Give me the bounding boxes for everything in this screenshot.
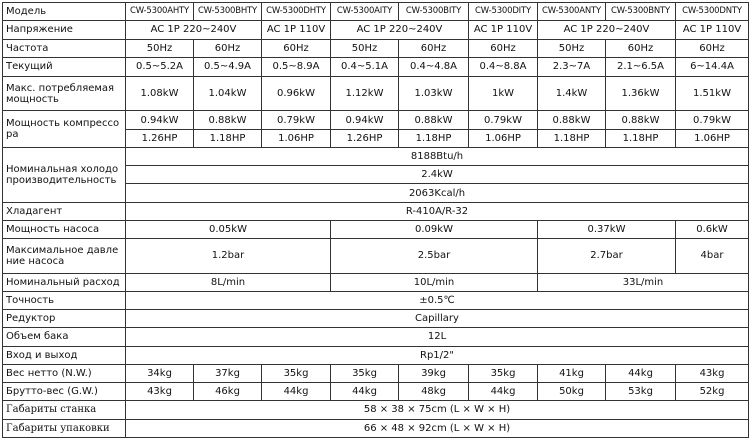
label-precision: Точность	[3, 291, 126, 309]
net-weight-cell: 35kg	[331, 364, 399, 382]
compressor-hp-cell: 1.26HP	[126, 129, 194, 147]
max-power-cell: 1kW	[469, 77, 538, 111]
max-power-cell: 1.12kW	[331, 77, 399, 111]
gross-weight-cell: 44kg	[331, 383, 399, 401]
row-machine-dims	[3, 401, 749, 419]
label-max-power: Макс. потребляемая мощность	[3, 77, 126, 111]
label-current: Текущий	[3, 57, 126, 76]
label-package-dims: Габариты упаковки	[3, 419, 126, 437]
max-power-cell: 1.03kW	[399, 77, 469, 111]
pump-pressure-cell: 2.5bar	[331, 239, 538, 273]
row-pump-pressure	[3, 239, 749, 273]
voltage-cell: AC 1P 220~240V	[331, 21, 469, 39]
net-weight-cell: 41kg	[538, 364, 606, 382]
compressor-hp-cell: 1.18HP	[606, 129, 676, 147]
max-power-cell: 0.96kW	[262, 77, 331, 111]
compressor-hp-cell: 1.06HP	[676, 129, 749, 147]
flow-cell: 8L/min	[126, 273, 331, 291]
row-precision	[3, 291, 749, 309]
flow-cell: 33L/min	[538, 273, 749, 291]
current-cell: 0.5~5.2A	[126, 57, 194, 76]
voltage-cell: AC 1P 110V	[469, 21, 538, 39]
compressor-kw-cell: 0.94kW	[126, 111, 194, 129]
max-power-cell: 1.36kW	[606, 77, 676, 111]
row-pump-power	[3, 220, 749, 238]
frequency-cell: 60Hz	[399, 39, 469, 57]
label-refrigerant: Хладагент	[3, 202, 126, 220]
gross-weight-cell: 52kg	[676, 383, 749, 401]
gross-weight-cell: 43kg	[126, 383, 194, 401]
row-frequency	[3, 39, 749, 57]
net-weight-cell: 43kg	[676, 364, 749, 382]
voltage-cell: AC 1P 110V	[676, 21, 749, 39]
max-power-cell: 1.51kW	[676, 77, 749, 111]
label-model: Модель	[3, 3, 126, 21]
frequency-cell: 60Hz	[676, 39, 749, 57]
compressor-kw-cell: 0.88kW	[194, 111, 262, 129]
machine-dims-cell: 58 × 38 × 75cm (L × W × H)	[126, 401, 749, 419]
current-cell: 0.4~5.1A	[331, 57, 399, 76]
compressor-kw-cell: 0.88kW	[399, 111, 469, 129]
reducer-cell: Capillary	[126, 310, 749, 328]
model-cell: CW-5300BITY	[399, 3, 469, 21]
row-inlet-outlet	[3, 346, 749, 364]
spec-table	[2, 2, 749, 438]
compressor-hp-cell: 1.06HP	[469, 129, 538, 147]
gross-weight-cell: 50kg	[538, 383, 606, 401]
gross-weight-cell: 48kg	[399, 383, 469, 401]
voltage-cell: AC 1P 220~240V	[538, 21, 676, 39]
compressor-hp-cell: 1.18HP	[538, 129, 606, 147]
label-frequency: Частота	[3, 39, 126, 57]
compressor-hp-cell: 1.18HP	[399, 129, 469, 147]
net-weight-cell: 35kg	[469, 364, 538, 382]
label-tank-volume: Объем бака	[3, 328, 126, 346]
current-cell: 6~14.4A	[676, 57, 749, 76]
label-cooling-capacity: Номинальная холодопроизводительность	[3, 147, 126, 202]
max-power-cell: 1.08kW	[126, 77, 194, 111]
compressor-kw-cell: 0.79kW	[469, 111, 538, 129]
model-cell: CW-5300AITY	[331, 3, 399, 21]
row-rated-flow	[3, 273, 749, 291]
label-reducer: Редуктор	[3, 310, 126, 328]
current-cell: 0.4~4.8A	[399, 57, 469, 76]
gross-weight-cell: 53kg	[606, 383, 676, 401]
frequency-cell: 50Hz	[331, 39, 399, 57]
inlet-cell: Rp1/2"	[126, 346, 749, 364]
max-power-cell: 1.04kW	[194, 77, 262, 111]
frequency-cell: 50Hz	[538, 39, 606, 57]
frequency-cell: 60Hz	[606, 39, 676, 57]
label-max-pump-pressure: Максимальное давление насоса	[3, 239, 126, 273]
pump-pressure-cell: 1.2bar	[126, 239, 331, 273]
compressor-kw-cell: 0.88kW	[606, 111, 676, 129]
cooling-cell: 8188Btu/h	[126, 147, 749, 165]
frequency-cell: 60Hz	[194, 39, 262, 57]
net-weight-cell: 44kg	[606, 364, 676, 382]
net-weight-cell: 39kg	[399, 364, 469, 382]
row-gross-weight	[3, 383, 749, 401]
row-current	[3, 57, 749, 76]
frequency-cell: 60Hz	[469, 39, 538, 57]
model-cell: CW-5300DHTY	[262, 3, 331, 21]
row-net-weight	[3, 364, 749, 382]
compressor-hp-cell: 1.06HP	[262, 129, 331, 147]
frequency-cell: 50Hz	[126, 39, 194, 57]
max-power-cell: 1.4kW	[538, 77, 606, 111]
row-max-power	[3, 77, 749, 111]
gross-weight-cell: 44kg	[469, 383, 538, 401]
compressor-kw-cell: 0.94kW	[331, 111, 399, 129]
compressor-hp-cell: 1.18HP	[194, 129, 262, 147]
label-inlet-outlet: Вход и выход	[3, 346, 126, 364]
precision-cell: ±0.5℃	[126, 291, 749, 309]
current-cell: 0.4~8.8A	[469, 57, 538, 76]
compressor-kw-cell: 0.79kW	[676, 111, 749, 129]
pump-power-cell: 0.05kW	[126, 220, 331, 238]
label-machine-dims: Габариты станка	[3, 401, 126, 419]
cooling-cell: 2.4kW	[126, 166, 749, 184]
label-gross-weight: Брутто-вес (G.W.)	[3, 383, 126, 401]
net-weight-cell: 35kg	[262, 364, 331, 382]
label-pump-power: Мощность насоса	[3, 220, 126, 238]
current-cell: 2.3~7A	[538, 57, 606, 76]
row-reducer	[3, 310, 749, 328]
current-cell: 0.5~4.9A	[194, 57, 262, 76]
flow-cell: 10L/min	[331, 273, 538, 291]
gross-weight-cell: 44kg	[262, 383, 331, 401]
pump-power-cell: 0.09kW	[331, 220, 538, 238]
gross-weight-cell: 46kg	[194, 383, 262, 401]
net-weight-cell: 37kg	[194, 364, 262, 382]
label-rated-flow: Номинальный расход	[3, 273, 126, 291]
current-cell: 2.1~6.5A	[606, 57, 676, 76]
row-model	[3, 3, 749, 21]
refrigerant-cell: R-410A/R-32	[126, 202, 749, 220]
voltage-cell: AC 1P 220~240V	[126, 21, 262, 39]
row-cooling-btu	[3, 147, 749, 165]
compressor-hp-cell: 1.26HP	[331, 129, 399, 147]
label-voltage: Напряжение	[3, 21, 126, 39]
model-cell: CW-5300BHTY	[194, 3, 262, 21]
current-cell: 0.5~8.9A	[262, 57, 331, 76]
label-compressor-power: Мощность компрессора	[3, 111, 126, 148]
row-voltage	[3, 21, 749, 39]
cooling-cell: 2063Kcal/h	[126, 184, 749, 202]
model-cell: CW-5300DNTY	[676, 3, 749, 21]
pump-power-cell: 0.6kW	[676, 220, 749, 238]
pump-pressure-cell: 2.7bar	[538, 239, 676, 273]
row-refrigerant	[3, 202, 749, 220]
pump-power-cell: 0.37kW	[538, 220, 676, 238]
label-net-weight: Вес нетто (N.W.)	[3, 364, 126, 382]
compressor-kw-cell: 0.88kW	[538, 111, 606, 129]
pump-pressure-cell: 4bar	[676, 239, 749, 273]
package-dims-cell: 66 × 48 × 92cm (L × W × H)	[126, 419, 749, 437]
model-cell: CW-5300AHTY	[126, 3, 194, 21]
net-weight-cell: 34kg	[126, 364, 194, 382]
frequency-cell: 60Hz	[262, 39, 331, 57]
model-cell: CW-5300DITY	[469, 3, 538, 21]
tank-cell: 12L	[126, 328, 749, 346]
model-cell: CW-5300BNTY	[606, 3, 676, 21]
row-tank-volume	[3, 328, 749, 346]
row-compressor-kw	[3, 111, 749, 129]
voltage-cell: AC 1P 110V	[262, 21, 331, 39]
compressor-kw-cell: 0.79kW	[262, 111, 331, 129]
model-cell: CW-5300ANTY	[538, 3, 606, 21]
row-package-dims	[3, 419, 749, 437]
